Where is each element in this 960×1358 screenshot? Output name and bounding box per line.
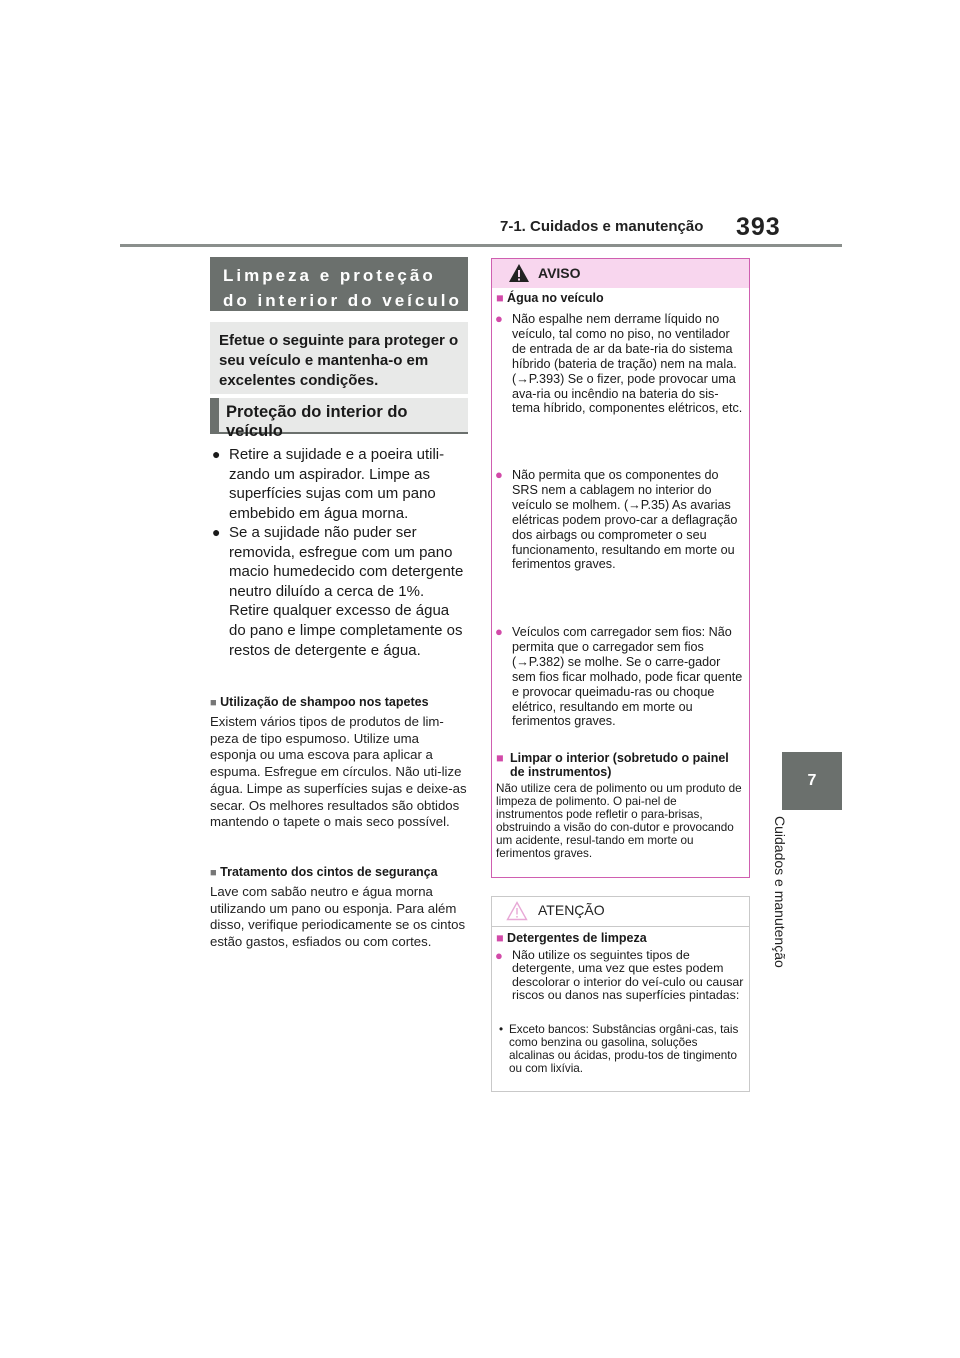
sub-list-item: [496, 1024, 746, 1076]
warning-label: AVISO: [538, 265, 581, 281]
header-section-title: 7-1. Cuidados e manutenção: [500, 218, 704, 235]
caution-label: ATENÇÃO: [538, 902, 605, 918]
list-item: [212, 523, 466, 660]
chapter-tab-label: [772, 816, 811, 990]
intro-box: Efetue o seguinte para proteger o seu veículo e mantenha-o em excelentes condições.: [210, 322, 468, 394]
seatbelts-heading: [210, 864, 472, 881]
water-heading: [496, 291, 744, 305]
shampoo-text: Existem vários tipos de produtos de lim-peza de tipo espumoso. Utilize uma esponja ou uma escova para aplicar a espuma. Esfregue em círculos. Não uti-lize água. Limpe as superfícies sujas e deixe-as secar. Os melhores resultados são obtidos mantendo o tapete o mais seco possível.: [210, 714, 467, 830]
list-item: [495, 625, 745, 729]
round-bullet-icon: ●: [495, 948, 503, 963]
shampoo-heading: [210, 694, 472, 711]
clean-heading-text: Limpar o interior (sobretudo o painel de instrumentos): [510, 751, 729, 779]
square-bullet-icon: ■: [210, 867, 217, 879]
list-item: [495, 312, 745, 416]
list-item-text: Veículos com carregador sem fios: Não permita que o carregador sem fios (→P.382) se molhe. Se o carre-gador sem fios ficar molhado, pode ficar quente e provocar queimadu-ras ou choque elétrico, resultando em morte ou ferimentos graves.: [512, 625, 743, 729]
subheading: Proteção do interior do veículo: [210, 398, 468, 434]
warning-triangle-icon: [508, 263, 530, 283]
clean-heading: [496, 751, 744, 779]
header-rule: [120, 244, 842, 247]
square-bullet-icon: ■: [210, 697, 217, 709]
warning-box-header: [492, 259, 749, 288]
chapter-number: 7: [807, 772, 817, 789]
clean-text: Não utilize cera de polimento ou um produto de limpeza de polimento. O pai-nel de instrumentos pode refletir o para-brisas, obstruindo a visão do con-dutor e provocando um acidente, resul-tando em morte ou ferimentos graves.: [496, 782, 742, 860]
round-bullet-icon: ●: [212, 524, 221, 540]
round-bullet-icon: ●: [212, 446, 221, 462]
list-item: [495, 949, 745, 1003]
list-item-text: Não permita que os componentes do SRS nem a cablagem no interior do veículo se molhem. (→P.35) As avarias elétricas podem provo-car a deflagração dos airbags ou comprometer o seu funcionamento, resultando em morte ou ferimentos graves.: [512, 468, 738, 572]
sub-list-item-text: Exceto bancos: Substâncias orgâni-cas, tais como benzina ou gasolina, soluções alcalinas ou ácidas, produ-tos de tingimento ou com lixívia.: [509, 1023, 739, 1075]
list-item-text: Não espalhe nem derrame líquido no veículo, tal como no piso, no ventilador de entrada de ar da bate-ria do sistema híbrido (bateria de tração) nem na mala. (→P.393) Se o fizer, pode provocar uma ava-ria ou incêndio na bateria do sis-tema híbrido, componentes elétricos, etc.: [512, 312, 743, 416]
seatbelts-text: Lave com sabão neutro e água morna utilizando um pano ou esponja. Para além disso, verifique periodicamente se os cintos estão gastos, esfiados ou com cortes.: [210, 884, 466, 950]
list-item-text: Retire a sujidade e a poeira utili-zando um aspirador. Limpe as superfícies sujas com um pano embebido em água morna.: [229, 446, 445, 522]
round-bullet-icon: ●: [495, 311, 503, 326]
caution-triangle-icon: [506, 901, 528, 921]
seatbelts-heading-text: Tratamento dos cintos de segurança: [220, 865, 438, 879]
detergents-heading: [496, 931, 744, 945]
section-heading: Limpeza e proteção do interior do veículo: [210, 257, 468, 311]
page-number: 393: [736, 213, 781, 241]
chapter-tab-number: [782, 752, 842, 810]
round-bullet-icon: ●: [495, 624, 503, 639]
list-item: [495, 468, 745, 572]
detergents-heading-text: Detergentes de limpeza: [507, 931, 647, 945]
chapter-label: Cuidados e manutenção: [772, 816, 788, 968]
list-item-text: Se a sujidade não puder ser removida, esfregue com um pano macio humedecido com detergente neutro diluído a cerca de 1%. Retire qualquer excesso de água do pano e limpe completamente os restos de detergente e água.: [229, 524, 464, 659]
shampoo-heading-text: Utilização de shampoo nos tapetes: [220, 695, 429, 709]
list-item: [212, 445, 466, 523]
square-bullet-icon: ■: [496, 751, 504, 765]
square-bullet-icon: ■: [496, 931, 504, 945]
dot-bullet-icon: •: [499, 1023, 504, 1036]
square-bullet-icon: ■: [496, 291, 504, 305]
list-item-text: Não utilize os seguintes tipos de detergente, uma vez que estes podem descolorar o interior do veí-culo ou causar riscos ou danos nas superfícies pintadas:: [512, 948, 744, 1003]
round-bullet-icon: ●: [495, 467, 503, 482]
water-heading-text: Água no veículo: [507, 291, 604, 305]
caution-divider: [492, 926, 749, 927]
